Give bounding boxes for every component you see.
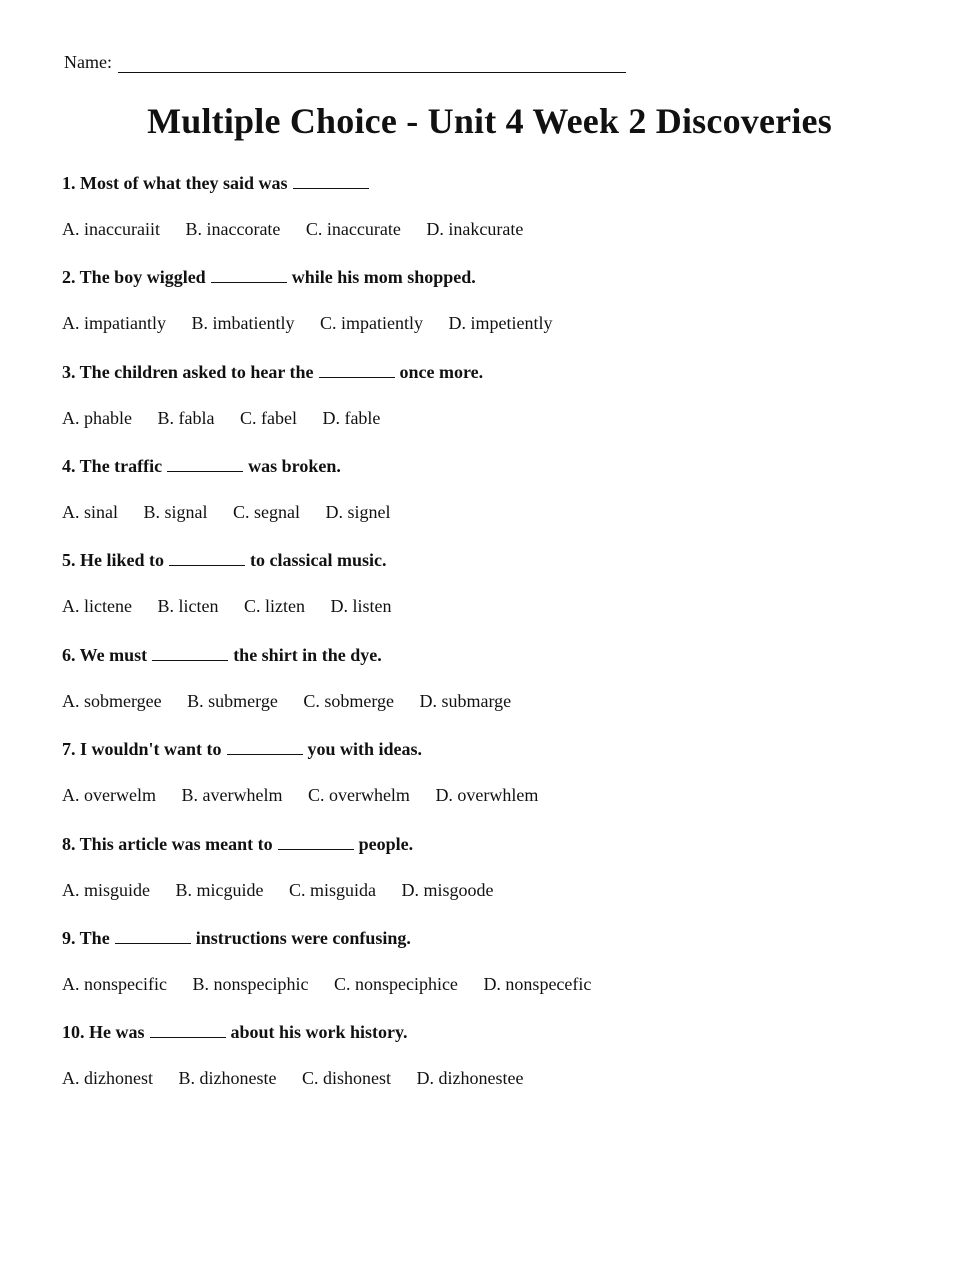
name-field-line[interactable] <box>118 52 626 73</box>
choice-a[interactable]: A. overwelm <box>62 785 156 805</box>
question-text <box>62 738 942 760</box>
choice-list <box>62 595 942 617</box>
choice-list <box>62 690 942 712</box>
choice-d[interactable]: D. misgoode <box>401 880 494 900</box>
choice-b[interactable]: B. dizhoneste <box>178 1068 277 1088</box>
question-text-after: people. <box>358 834 414 854</box>
choice-b[interactable]: B. fabla <box>157 408 215 428</box>
question-text-after: the shirt in the dye. <box>233 645 382 665</box>
choice-d[interactable]: D. submarge <box>419 691 512 711</box>
choice-list <box>62 501 942 523</box>
choice-d[interactable]: D. inakcurate <box>426 219 524 239</box>
choice-b[interactable]: B. licten <box>157 596 219 616</box>
question-text-after: instructions were confusing. <box>195 928 411 948</box>
choice-a[interactable]: A. dizhonest <box>62 1068 153 1088</box>
choice-c[interactable]: C. fabel <box>239 408 297 428</box>
question-text <box>62 1021 942 1043</box>
question-text <box>62 644 942 666</box>
answer-blank <box>152 646 228 661</box>
question-text-before: 7. I wouldn't want to <box>62 739 222 759</box>
question-text <box>62 455 942 477</box>
question-text-before: 2. The boy wiggled <box>62 267 206 287</box>
choice-a[interactable]: A. lictene <box>62 596 132 616</box>
choice-c[interactable]: C. impatiently <box>319 313 423 333</box>
choice-b[interactable]: B. inaccorate <box>185 219 281 239</box>
question-item <box>62 361 942 429</box>
choice-c[interactable]: C. inaccurate <box>305 219 401 239</box>
answer-blank <box>167 457 243 472</box>
question-text-before: 9. The <box>62 928 110 948</box>
question-item <box>62 644 942 712</box>
choice-d[interactable]: D. nonspecefic <box>483 974 592 994</box>
choice-c[interactable]: C. overwhelm <box>307 785 410 805</box>
question-item <box>62 455 942 523</box>
answer-blank <box>150 1023 226 1038</box>
answer-blank <box>319 363 395 378</box>
question-text-before: 8. This article was meant to <box>62 834 273 854</box>
question-text <box>62 266 942 288</box>
choice-b[interactable]: B. imbatiently <box>191 313 295 333</box>
choice-b[interactable]: B. averwhelm <box>181 785 283 805</box>
question-text-before: 3. The children asked to hear the <box>62 362 314 382</box>
question-text-before: 6. We must <box>62 645 148 665</box>
choice-c[interactable]: C. dishonest <box>301 1068 391 1088</box>
choice-d[interactable]: D. fable <box>322 408 381 428</box>
choice-list <box>62 312 942 334</box>
answer-blank <box>278 835 354 850</box>
question-text-after: about his work history. <box>230 1022 408 1042</box>
question-text-before: 4. The traffic <box>62 456 163 476</box>
choice-d[interactable]: D. listen <box>330 596 392 616</box>
choice-b[interactable]: B. nonspeciphic <box>192 974 309 994</box>
question-text-after: to classical music. <box>250 550 387 570</box>
choice-list <box>62 784 942 806</box>
choice-a[interactable]: A. inaccuraiit <box>62 219 160 239</box>
question-item <box>62 738 942 806</box>
choice-list <box>62 218 942 240</box>
choice-a[interactable]: A. nonspecific <box>62 974 167 994</box>
question-text <box>62 927 942 949</box>
choice-c[interactable]: C. nonspeciphice <box>333 974 458 994</box>
choice-a[interactable]: A. impatiantly <box>62 313 166 333</box>
question-text-after: once more. <box>399 362 484 382</box>
choice-list <box>62 407 942 429</box>
question-item <box>62 172 942 240</box>
question-item <box>62 833 942 901</box>
question-item <box>62 1021 942 1089</box>
choice-a[interactable]: A. sobmergee <box>62 691 162 711</box>
question-text-before: 1. Most of what they said was <box>62 173 288 193</box>
question-item <box>62 927 942 995</box>
answer-blank <box>293 174 369 189</box>
choice-b[interactable]: B. micguide <box>175 880 264 900</box>
choice-b[interactable]: B. signal <box>143 502 208 522</box>
question-text-after: was broken. <box>248 456 341 476</box>
question-text-before: 5. He liked to <box>62 550 164 570</box>
name-label: Name: <box>64 52 112 72</box>
question-text-before: 10. He was <box>62 1022 145 1042</box>
choice-list <box>62 879 942 901</box>
question-text-after: while his mom shopped. <box>291 267 476 287</box>
question-text-after: you with ideas. <box>307 739 423 759</box>
answer-blank <box>115 929 191 944</box>
choice-a[interactable]: A. phable <box>62 408 132 428</box>
question-text <box>62 549 942 571</box>
question-text <box>62 172 942 194</box>
choice-d[interactable]: D. dizhonestee <box>416 1068 524 1088</box>
choice-a[interactable]: A. misguide <box>62 880 150 900</box>
choice-a[interactable]: A. sinal <box>62 502 118 522</box>
choice-c[interactable]: C. sobmerge <box>303 691 394 711</box>
choice-c[interactable]: C. lizten <box>243 596 305 616</box>
question-item <box>62 549 942 617</box>
answer-blank <box>211 268 287 283</box>
answer-blank <box>227 740 303 755</box>
choice-c[interactable]: C. segnal <box>233 502 301 522</box>
page-title: Multiple Choice - Unit 4 Week 2 Discoveries <box>147 101 832 141</box>
question-item <box>62 266 942 334</box>
name-row <box>64 52 626 73</box>
choice-list <box>62 973 942 995</box>
choice-b[interactable]: B. submerge <box>187 691 278 711</box>
choice-d[interactable]: D. impetiently <box>448 313 553 333</box>
question-text <box>62 833 942 855</box>
choice-d[interactable]: D. overwhlem <box>435 785 539 805</box>
choice-list <box>62 1067 942 1089</box>
answer-blank <box>169 551 245 566</box>
question-text <box>62 361 942 383</box>
choice-d[interactable]: D. signel <box>325 502 391 522</box>
choice-c[interactable]: C. misguida <box>289 880 377 900</box>
